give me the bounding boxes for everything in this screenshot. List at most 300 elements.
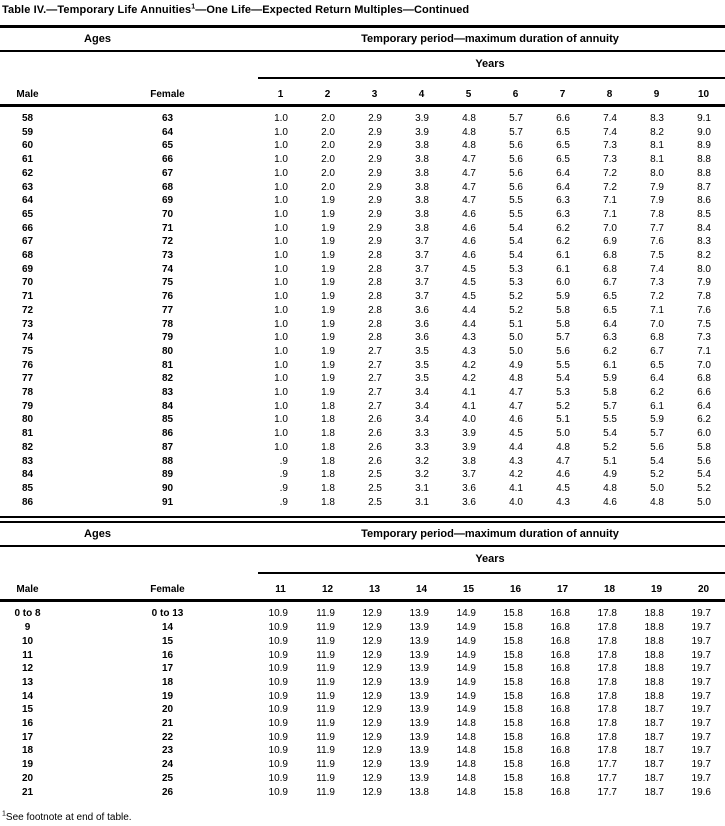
female-age-cell: 89 — [161, 469, 174, 481]
multiple-value-cell: 11.9 — [316, 663, 335, 675]
multiple-value-cell: 5.0 — [509, 345, 523, 357]
multiple-value-cell: 12.9 — [362, 676, 382, 688]
temporary-period-label: Temporary period—maximum duration of annuity — [361, 33, 619, 45]
column-spacer — [55, 482, 80, 496]
multiple-value-cell: 15.8 — [503, 772, 523, 784]
multiple-value-cell: 5.9 — [603, 373, 617, 385]
multiple-value-cell: 1.0 — [274, 126, 288, 138]
year-column-header: 7 — [559, 89, 566, 100]
female-age-cell: 88 — [161, 455, 174, 467]
multiple-value-cell: 13.9 — [409, 649, 429, 661]
female-age-cell: 80 — [161, 345, 174, 357]
multiple-value-cell: 12.9 — [362, 704, 382, 716]
year-column-header: 19 — [650, 584, 663, 596]
multiple-value-cell: 14.8 — [456, 731, 476, 743]
female-age-cell: 18 — [161, 676, 174, 688]
female-column-header: Female — [150, 89, 185, 100]
female-age-cell: 87 — [161, 441, 174, 453]
multiple-value-cell: 12.9 — [362, 690, 382, 702]
multiple-value-cell: 13.9 — [409, 718, 429, 730]
multiple-value-cell: 10.9 — [268, 772, 288, 784]
multiple-value-cell: 17.8 — [597, 690, 617, 702]
multiple-value-cell: 2.0 — [321, 154, 335, 166]
ages-label: Ages — [84, 33, 111, 45]
multiple-value-cell: 7.1 — [650, 304, 664, 316]
multiple-value-cell: 10.9 — [268, 745, 288, 757]
multiple-value-cell: 16.8 — [550, 745, 570, 757]
multiple-value-cell: 1.9 — [321, 236, 335, 248]
multiple-value-cell: 2.8 — [368, 263, 382, 275]
multiple-value-cell: 19.7 — [691, 704, 711, 716]
column-spacer — [55, 717, 80, 731]
multiple-value-cell: 1.0 — [274, 208, 288, 220]
multiple-value-cell: 6.2 — [650, 387, 664, 399]
multiple-value-cell: 2.0 — [321, 113, 335, 124]
multiple-value-cell: 10.9 — [268, 608, 288, 620]
year-column-header: 8 — [606, 89, 613, 100]
multiple-value-cell: 3.7 — [415, 250, 429, 262]
table-row — [0, 635, 725, 649]
multiple-value-cell: 11.9 — [316, 690, 335, 702]
multiple-value-cell: 18.8 — [644, 676, 664, 688]
multiple-value-cell: 8.1 — [650, 140, 664, 152]
multiple-value-cell: 1.0 — [274, 236, 288, 248]
column-spacer — [55, 621, 80, 635]
multiple-value-cell: 3.1 — [415, 496, 429, 508]
footnote-marker: 1 — [2, 810, 6, 818]
multiple-value-cell: 6.7 — [650, 345, 664, 357]
multiple-value-cell: 8.0 — [650, 167, 664, 179]
multiple-value-cell: 2.9 — [368, 140, 382, 152]
multiple-value-cell: 2.5 — [368, 496, 382, 508]
multiple-value-cell: 6.4 — [603, 318, 617, 330]
multiple-value-cell: 5.2 — [603, 441, 617, 453]
female-age-cell: 66 — [161, 154, 174, 166]
multiple-value-cell: 19.7 — [691, 718, 711, 730]
female-age-cell: 75 — [161, 277, 174, 289]
multiple-value-cell: 7.7 — [650, 222, 664, 234]
column-spacer — [55, 386, 80, 400]
multiple-value-cell: 1.8 — [321, 400, 335, 412]
multiple-value-cell: 3.7 — [415, 263, 429, 275]
multiple-value-cell: 1.8 — [321, 496, 335, 508]
multiple-value-cell: 11.9 — [316, 718, 335, 730]
multiple-value-cell: 1.0 — [274, 277, 288, 289]
multiple-value-cell: 4.5 — [462, 291, 476, 303]
multiple-value-cell: 6.2 — [556, 222, 570, 234]
multiple-value-cell: .9 — [279, 469, 288, 481]
multiple-value-cell: 4.1 — [509, 482, 523, 494]
multiple-value-cell: 7.9 — [650, 181, 664, 193]
multiple-value-cell: 7.2 — [650, 291, 664, 303]
multiple-value-cell: 3.7 — [415, 291, 429, 303]
multiple-value-cell: 5.2 — [650, 469, 664, 481]
male-age-cell: 9 — [24, 622, 31, 634]
table-row — [0, 304, 725, 318]
female-column-header: Female — [150, 584, 185, 596]
multiple-value-cell: 4.7 — [462, 181, 476, 193]
multiple-value-cell: 6.8 — [603, 263, 617, 275]
multiple-value-cell: 1.9 — [321, 359, 335, 371]
multiple-value-cell: 6.2 — [603, 345, 617, 357]
female-age-cell: 0 to 13 — [151, 608, 184, 620]
column-spacer — [55, 181, 80, 195]
multiple-value-cell: 12.9 — [362, 745, 382, 757]
table-row — [0, 786, 725, 800]
column-spacer — [55, 635, 80, 649]
multiple-value-cell: 1.0 — [274, 318, 288, 330]
male-age-cell: 84 — [21, 469, 34, 481]
column-spacer — [55, 703, 80, 717]
table-row — [0, 607, 725, 621]
year-column-header: 9 — [653, 89, 660, 100]
male-age-cell: 81 — [21, 428, 34, 440]
multiple-value-cell: 5.2 — [697, 482, 711, 494]
multiple-value-cell: 16.8 — [550, 786, 570, 798]
multiple-value-cell: 1.9 — [321, 208, 335, 220]
female-age-cell: 86 — [161, 428, 174, 440]
column-spacer — [55, 263, 80, 277]
multiple-value-cell: 4.7 — [462, 195, 476, 207]
multiple-value-cell: 6.2 — [556, 236, 570, 248]
multiple-value-cell: 11.9 — [316, 608, 335, 620]
multiple-value-cell: 4.9 — [509, 359, 523, 371]
multiple-value-cell: 12.9 — [362, 635, 382, 647]
multiple-value-cell: 5.4 — [509, 222, 523, 234]
multiple-value-cell: 2.0 — [321, 181, 335, 193]
table-row — [0, 153, 725, 167]
male-age-cell: 86 — [21, 496, 34, 508]
column-spacer — [55, 318, 80, 332]
male-age-cell: 64 — [21, 195, 34, 207]
column-spacer — [55, 676, 80, 690]
multiple-value-cell: 4.6 — [603, 496, 617, 508]
multiple-value-cell: 12.9 — [362, 772, 382, 784]
column-spacer — [55, 496, 80, 510]
multiple-value-cell: 1.0 — [274, 345, 288, 357]
column-spacer — [55, 331, 80, 345]
multiple-value-cell: 17.7 — [597, 772, 617, 784]
female-age-cell: 77 — [161, 304, 174, 316]
multiple-value-cell: 3.9 — [462, 441, 476, 453]
multiple-value-cell: 4.3 — [556, 496, 570, 508]
multiple-value-cell: 16.8 — [550, 718, 570, 730]
multiple-value-cell: 5.4 — [556, 373, 570, 385]
multiple-value-cell: 7.8 — [650, 208, 664, 220]
multiple-value-cell: 5.8 — [603, 387, 617, 399]
column-spacer — [55, 290, 80, 304]
multiple-value-cell: 13.9 — [409, 745, 429, 757]
multiple-value-cell: 4.7 — [462, 154, 476, 166]
multiple-value-cell: 12.9 — [362, 731, 382, 743]
multiple-value-cell: 19.7 — [691, 731, 711, 743]
male-age-cell: 17 — [21, 731, 34, 743]
table-row — [0, 235, 725, 249]
multiple-value-cell: 11.9 — [316, 731, 335, 743]
multiple-value-cell: 3.6 — [415, 304, 429, 316]
male-age-cell: 18 — [21, 745, 34, 757]
multiple-value-cell: 19.7 — [691, 759, 711, 771]
multiple-value-cell: 4.6 — [462, 208, 476, 220]
multiple-value-cell: 8.7 — [697, 181, 711, 193]
multiple-value-cell: 18.7 — [644, 772, 664, 784]
multiple-value-cell: 4.8 — [462, 113, 476, 124]
multiple-value-cell: 10.9 — [268, 622, 288, 634]
table-row — [0, 249, 725, 263]
multiple-value-cell: 7.0 — [650, 318, 664, 330]
table-section-years-11-20 — [0, 523, 725, 803]
multiple-value-cell: 6.7 — [603, 277, 617, 289]
multiple-value-cell: 5.2 — [509, 304, 523, 316]
multiple-value-cell: 3.9 — [462, 428, 476, 440]
multiple-value-cell: 2.7 — [368, 387, 382, 399]
table-row — [0, 386, 725, 400]
multiple-value-cell: 4.8 — [556, 441, 570, 453]
multiple-value-cell: 7.5 — [697, 318, 711, 330]
multiple-value-cell: 8.2 — [650, 126, 664, 138]
multiple-value-cell: 7.2 — [603, 181, 617, 193]
female-age-cell: 74 — [161, 263, 174, 275]
multiple-value-cell: 8.4 — [697, 222, 711, 234]
multiple-value-cell: 10.9 — [268, 731, 288, 743]
table-row — [0, 167, 725, 181]
column-spacer — [55, 235, 80, 249]
female-age-cell: 22 — [161, 731, 174, 743]
multiple-value-cell: 2.9 — [368, 126, 382, 138]
multiple-value-cell: 2.8 — [368, 277, 382, 289]
female-age-cell: 72 — [161, 236, 174, 248]
multiple-value-cell: 5.7 — [603, 400, 617, 412]
multiple-value-cell: 1.0 — [274, 250, 288, 262]
multiple-value-cell: 1.0 — [274, 154, 288, 166]
female-age-cell: 16 — [161, 649, 174, 661]
column-spacer — [55, 649, 80, 663]
multiple-value-cell: 6.6 — [556, 113, 570, 124]
multiple-value-cell: 5.2 — [556, 400, 570, 412]
multiple-value-cell: 7.0 — [697, 359, 711, 371]
multiple-value-cell: 18.7 — [644, 704, 664, 716]
column-spacer — [55, 126, 80, 140]
multiple-value-cell: 5.8 — [697, 441, 711, 453]
multiple-value-cell: 3.7 — [415, 277, 429, 289]
multiple-value-cell: 17.8 — [597, 663, 617, 675]
multiple-value-cell: 1.0 — [274, 332, 288, 344]
multiple-value-cell: 2.8 — [368, 318, 382, 330]
table-row — [0, 126, 725, 140]
table-row — [0, 181, 725, 195]
multiple-value-cell: 3.8 — [415, 154, 429, 166]
multiple-value-cell: 17.7 — [597, 786, 617, 798]
multiple-value-cell: 4.6 — [509, 414, 523, 426]
multiple-value-cell: 2.8 — [368, 304, 382, 316]
multiple-value-cell: 5.4 — [509, 250, 523, 262]
table-row — [0, 427, 725, 441]
male-age-cell: 59 — [21, 126, 34, 138]
column-spacer — [55, 139, 80, 153]
multiple-value-cell: 7.5 — [650, 250, 664, 262]
table-row — [0, 731, 725, 745]
column-spacer — [55, 427, 80, 441]
multiple-value-cell: 5.4 — [650, 455, 664, 467]
year-column-header: 16 — [509, 584, 522, 596]
multiple-value-cell: 5.7 — [556, 332, 570, 344]
years-subheader-row — [0, 547, 725, 574]
multiple-value-cell: 7.4 — [603, 126, 617, 138]
column-spacer — [55, 372, 80, 386]
multiple-value-cell: 8.8 — [697, 167, 711, 179]
multiple-value-cell: 8.9 — [697, 140, 711, 152]
multiple-value-cell: 13.8 — [409, 786, 429, 798]
year-column-header: 20 — [697, 584, 710, 596]
multiple-value-cell: 17.8 — [597, 704, 617, 716]
column-spacer — [55, 194, 80, 208]
multiple-value-cell: 7.8 — [697, 291, 711, 303]
multiple-value-cell: 3.4 — [415, 414, 429, 426]
multiple-value-cell: 16.8 — [550, 635, 570, 647]
multiple-value-cell: 2.7 — [368, 373, 382, 385]
table-row — [0, 441, 725, 455]
female-age-cell: 25 — [161, 772, 174, 784]
column-spacer — [55, 208, 80, 222]
multiple-value-cell: 2.5 — [368, 469, 382, 481]
rows — [0, 107, 725, 516]
multiple-value-cell: 11.9 — [316, 676, 335, 688]
table-row — [0, 276, 725, 290]
multiple-value-cell: 2.0 — [321, 140, 335, 152]
female-age-cell: 85 — [161, 414, 174, 426]
male-age-cell: 77 — [21, 373, 34, 385]
multiple-value-cell: 1.9 — [321, 277, 335, 289]
multiple-value-cell: 6.8 — [603, 250, 617, 262]
multiple-value-cell: 14.9 — [456, 649, 476, 661]
multiple-value-cell: 4.8 — [603, 482, 617, 494]
multiple-value-cell: 8.3 — [697, 236, 711, 248]
male-age-cell: 72 — [21, 304, 34, 316]
year-column-header: 11 — [275, 584, 286, 596]
years-label: Years — [475, 58, 505, 70]
multiple-value-cell: 1.9 — [321, 195, 335, 207]
multiple-value-cell: 6.1 — [556, 250, 570, 262]
multiple-value-cell: 5.1 — [556, 414, 570, 426]
multiple-value-cell: 2.0 — [321, 126, 335, 138]
multiple-value-cell: 5.3 — [509, 277, 523, 289]
multiple-value-cell: 15.8 — [503, 622, 523, 634]
multiple-value-cell: 1.0 — [274, 195, 288, 207]
multiple-value-cell: 8.3 — [650, 113, 664, 124]
female-age-cell: 78 — [161, 318, 174, 330]
multiple-value-cell: 11.9 — [316, 786, 335, 798]
column-spacer — [55, 413, 80, 427]
table-row — [0, 112, 725, 126]
multiple-value-cell: 4.3 — [509, 455, 523, 467]
multiple-value-cell: 7.3 — [650, 277, 664, 289]
multiple-value-cell: 18.7 — [644, 745, 664, 757]
multiple-value-cell: 5.1 — [603, 455, 617, 467]
multiple-value-cell: 5.6 — [697, 455, 711, 467]
multiple-value-cell: 4.6 — [462, 222, 476, 234]
multiple-value-cell: 15.8 — [503, 704, 523, 716]
multiple-value-cell: 2.8 — [368, 332, 382, 344]
multiple-value-cell: 4.8 — [650, 496, 664, 508]
multiple-value-cell: 19.7 — [691, 772, 711, 784]
multiple-value-cell: 17.8 — [597, 731, 617, 743]
multiple-value-cell: 15.8 — [503, 745, 523, 757]
multiple-value-cell: 17.8 — [597, 745, 617, 757]
multiple-value-cell: 2.8 — [368, 291, 382, 303]
multiple-value-cell: 5.5 — [509, 195, 523, 207]
title-text-continued: —One Life—Expected Return Multiples—Continued — [195, 4, 470, 16]
multiple-value-cell: 5.6 — [509, 140, 523, 152]
multiple-value-cell: 3.6 — [415, 332, 429, 344]
multiple-value-cell: 7.4 — [603, 113, 617, 124]
column-spacer — [55, 222, 80, 236]
male-age-cell: 68 — [21, 250, 34, 262]
multiple-value-cell: 7.3 — [697, 332, 711, 344]
multiple-value-cell: 1.9 — [321, 387, 335, 399]
multiple-value-cell: 1.0 — [274, 181, 288, 193]
year-column-header: 6 — [512, 89, 519, 100]
multiple-value-cell: 5.4 — [509, 236, 523, 248]
multiple-value-cell: 16.8 — [550, 676, 570, 688]
multiple-value-cell: 16.8 — [550, 704, 570, 716]
multiple-value-cell: 13.9 — [409, 731, 429, 743]
multiple-value-cell: 6.1 — [603, 359, 617, 371]
column-spacer — [55, 441, 80, 455]
multiple-value-cell: 2.9 — [368, 195, 382, 207]
ages-label: Ages — [84, 528, 111, 541]
multiple-value-cell: 13.9 — [409, 608, 429, 620]
multiple-value-cell: 4.6 — [462, 250, 476, 262]
group-header-row — [0, 28, 725, 50]
female-age-cell: 73 — [161, 250, 174, 262]
column-spacer — [55, 607, 80, 621]
multiple-value-cell: 5.7 — [650, 428, 664, 440]
temporary-period-label: Temporary period—maximum duration of annuity — [361, 528, 619, 541]
female-age-cell: 69 — [161, 195, 174, 207]
female-age-cell: 24 — [161, 759, 174, 771]
multiple-value-cell: 3.8 — [415, 195, 429, 207]
multiple-value-cell: 11.9 — [316, 772, 335, 784]
multiple-value-cell: 11.9 — [316, 704, 335, 716]
multiple-value-cell: 4.9 — [603, 469, 617, 481]
multiple-value-cell: 3.5 — [415, 373, 429, 385]
year-column-header: 12 — [321, 584, 334, 596]
title-footnote-marker: 1 — [191, 3, 196, 11]
ages-group-header — [0, 33, 255, 50]
table-row — [0, 496, 725, 510]
multiple-value-cell: 19.7 — [691, 690, 711, 702]
table-row — [0, 263, 725, 277]
multiple-value-cell: 4.5 — [462, 277, 476, 289]
table-row — [0, 690, 725, 704]
table-row — [0, 413, 725, 427]
male-age-cell: 76 — [21, 359, 34, 371]
female-age-cell: 90 — [161, 482, 174, 494]
male-age-cell: 67 — [21, 236, 34, 248]
female-age-cell: 23 — [161, 745, 174, 757]
multiple-value-cell: 4.2 — [462, 359, 476, 371]
page-title — [0, 0, 725, 25]
multiple-value-cell: 14.8 — [456, 718, 476, 730]
multiple-value-cell: 4.2 — [509, 469, 523, 481]
multiple-value-cell: 5.6 — [509, 154, 523, 166]
multiple-value-cell: 2.6 — [368, 414, 382, 426]
multiple-value-cell: 4.0 — [509, 496, 523, 508]
multiple-value-cell: 14.8 — [456, 759, 476, 771]
multiple-value-cell: 3.4 — [415, 387, 429, 399]
multiple-value-cell: 4.7 — [509, 400, 523, 412]
column-header-row — [0, 574, 725, 599]
